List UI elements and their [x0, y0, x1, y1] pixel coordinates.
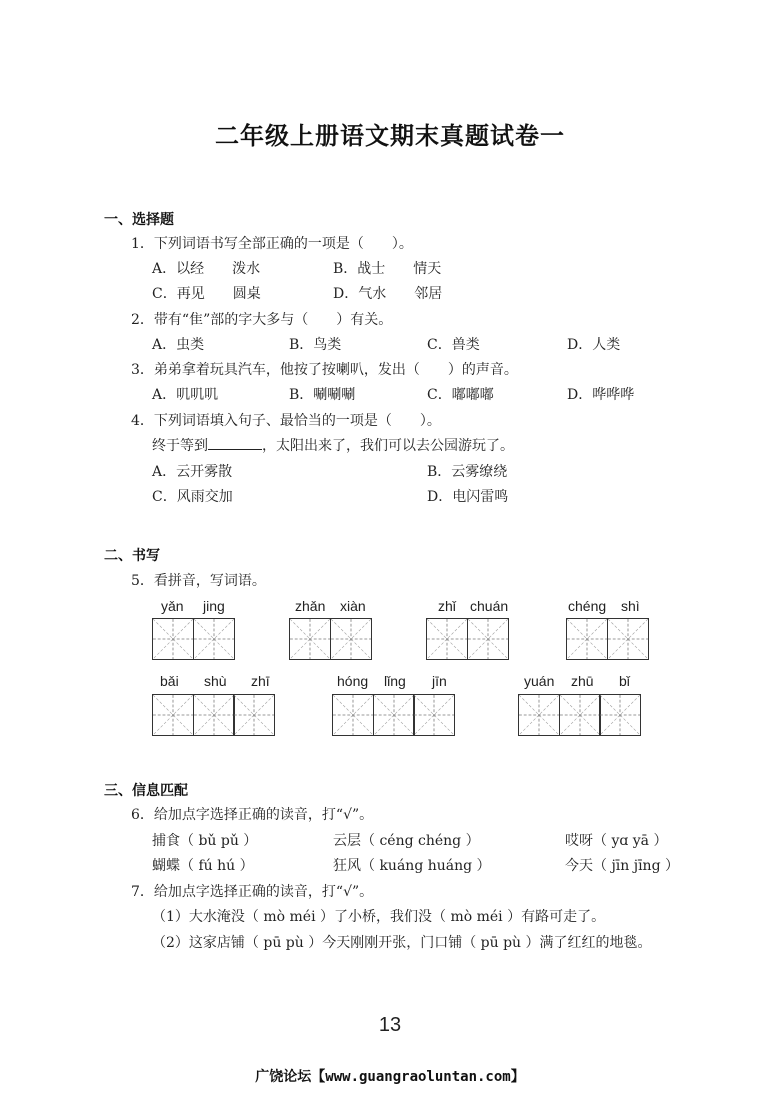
grid-cell[interactable] — [193, 694, 235, 736]
question-5: 5．看拼音，写词语。 — [131, 573, 266, 589]
q3-option-b: B．唰唰唰 — [289, 387, 356, 403]
grid-cell[interactable] — [566, 618, 608, 660]
q3-option-c: C．嘟嘟嘟 — [427, 387, 494, 403]
grid-cell[interactable] — [233, 694, 275, 736]
writing-grid[interactable] — [289, 618, 372, 660]
q6-item[interactable]: 云层（ céng chéng ） — [333, 833, 480, 849]
question-1: 1．下列词语书写全部正确的一项是（ ）。 — [131, 236, 413, 252]
q4-option-a: A．云开雾散 — [152, 464, 233, 480]
question-4: 4．下列词语填入句子、最恰当的一项是（ ）。 — [131, 413, 441, 429]
pinyin: chuán — [470, 598, 509, 614]
answer-blank[interactable] — [208, 437, 262, 450]
grid-guide-lines — [519, 695, 559, 735]
footer-site-name: 广饶论坛【 — [255, 1069, 326, 1085]
q2-option-c: C．兽类 — [427, 337, 480, 353]
grid-guide-lines — [333, 695, 373, 735]
question-3: 3．弟弟拿着玩具汽车，他按了按喇叭，发出（ ）的声音。 — [131, 362, 518, 378]
section-1-heading: 一、选择题 — [104, 212, 174, 228]
q3-option-d: D．哗哗哗 — [567, 387, 635, 403]
grid-guide-lines — [194, 695, 234, 735]
grid-guide-lines — [608, 619, 648, 659]
q4-sentence-end: ，太阳出来了，我们可以去公园游玩了。 — [262, 438, 514, 454]
grid-cell[interactable] — [152, 618, 194, 660]
q6-item[interactable]: 捕食（ bǔ pǔ ） — [152, 833, 258, 849]
pinyin: shì — [621, 598, 640, 614]
q2-option-a: A．虫类 — [152, 337, 205, 353]
writing-grid[interactable] — [332, 694, 455, 736]
q2-option-d: D．人类 — [567, 337, 621, 353]
grid-cell[interactable] — [559, 694, 601, 736]
grid-guide-lines — [567, 619, 607, 659]
q3-option-a: A．叽叽叽 — [152, 387, 219, 403]
pinyin: bǐ — [619, 673, 630, 689]
pinyin: yuán — [524, 673, 555, 689]
grid-cell[interactable] — [607, 618, 649, 660]
grid-cell[interactable] — [599, 694, 641, 736]
pinyin: xiàn — [340, 598, 366, 614]
q4-option-b: B．云雾缭绕 — [427, 464, 508, 480]
pinyin: zhī — [251, 673, 270, 689]
grid-guide-lines — [290, 619, 330, 659]
question-6: 6．给加点字选择正确的读音，打“√”。 — [131, 807, 374, 823]
pinyin: yǎn — [161, 598, 184, 614]
grid-cell[interactable] — [193, 618, 235, 660]
grid-cell[interactable] — [426, 618, 468, 660]
writing-grid[interactable] — [518, 694, 641, 736]
q1-option-d: D．气水 邻居 — [333, 286, 443, 302]
question-2: 2．带有“隹”部的字大多与（ ）有关。 — [131, 312, 393, 328]
writing-grid[interactable] — [426, 618, 509, 660]
footer-close: 】 — [510, 1069, 525, 1085]
q7-item[interactable]: （2）这家店铺（ pū pù ）今天刚刚开张，门口铺（ pū pù ）满了红红的地毯。 — [152, 935, 652, 951]
writing-grid[interactable] — [566, 618, 649, 660]
q1-option-a: A．以经 泼水 — [152, 261, 261, 277]
q4-sentence-start: 终于等到 — [152, 438, 208, 454]
q1-option-c: C．再见 圆桌 — [152, 286, 261, 302]
grid-guide-lines — [560, 695, 600, 735]
grid-cell[interactable] — [332, 694, 374, 736]
q4-option-c: C．风雨交加 — [152, 489, 233, 505]
q6-item[interactable]: 狂风（ kuáng huáng ） — [333, 858, 491, 874]
grid-guide-lines — [374, 695, 414, 735]
q4-sentence — [152, 435, 514, 455]
q4-option-d: D．电闪雷鸣 — [427, 489, 509, 505]
grid-cell[interactable] — [413, 694, 455, 736]
grid-cell[interactable] — [373, 694, 415, 736]
writing-grid[interactable] — [152, 618, 235, 660]
pinyin: lǐng — [384, 673, 406, 689]
q1-option-b: B．战士 情天 — [333, 261, 442, 277]
grid-guide-lines — [153, 619, 193, 659]
grid-guide-lines — [427, 619, 467, 659]
pinyin: bǎi — [160, 673, 179, 689]
question-7: 7．给加点字选择正确的读音，打“√”。 — [131, 884, 374, 900]
writing-grid[interactable] — [152, 694, 275, 736]
q7-item[interactable]: （1）大水淹没（ mò méi ）了小桥，我们没（ mò méi ）有路可走了。 — [152, 909, 606, 925]
page-number: 13 — [378, 1014, 402, 1036]
pinyin: chéng — [568, 598, 607, 614]
page-title: 二年级上册语文期末真题试卷一 — [215, 122, 565, 150]
grid-cell[interactable] — [467, 618, 509, 660]
section-3-heading: 三、信息匹配 — [104, 783, 188, 799]
grid-cell[interactable] — [518, 694, 560, 736]
pinyin: jing — [203, 598, 225, 614]
section-2-heading: 二、书写 — [104, 548, 160, 564]
q6-item[interactable]: 哎呀（ yɑ yā ） — [565, 833, 668, 849]
grid-cell[interactable] — [289, 618, 331, 660]
grid-guide-lines — [331, 619, 371, 659]
grid-guide-lines — [414, 695, 454, 735]
q6-item[interactable]: 今天（ jīn jīng ） — [565, 858, 679, 874]
grid-guide-lines — [234, 695, 274, 735]
q6-item[interactable]: 蝴蝶（ fú hú ） — [152, 858, 254, 874]
footer-url[interactable]: www.guangraoluntan.com — [325, 1069, 511, 1085]
grid-guide-lines — [194, 619, 234, 659]
grid-cell[interactable] — [152, 694, 194, 736]
pinyin: jīn — [432, 673, 447, 689]
pinyin: zhǐ — [438, 598, 456, 614]
footer — [0, 1066, 780, 1086]
grid-guide-lines — [600, 695, 640, 735]
pinyin: zhū — [571, 673, 594, 689]
grid-guide-lines — [468, 619, 508, 659]
q2-option-b: B．鸟类 — [289, 337, 342, 353]
pinyin: shù — [204, 673, 227, 689]
grid-guide-lines — [153, 695, 193, 735]
pinyin: hóng — [337, 673, 369, 689]
pinyin: zhǎn — [295, 598, 326, 614]
grid-cell[interactable] — [330, 618, 372, 660]
